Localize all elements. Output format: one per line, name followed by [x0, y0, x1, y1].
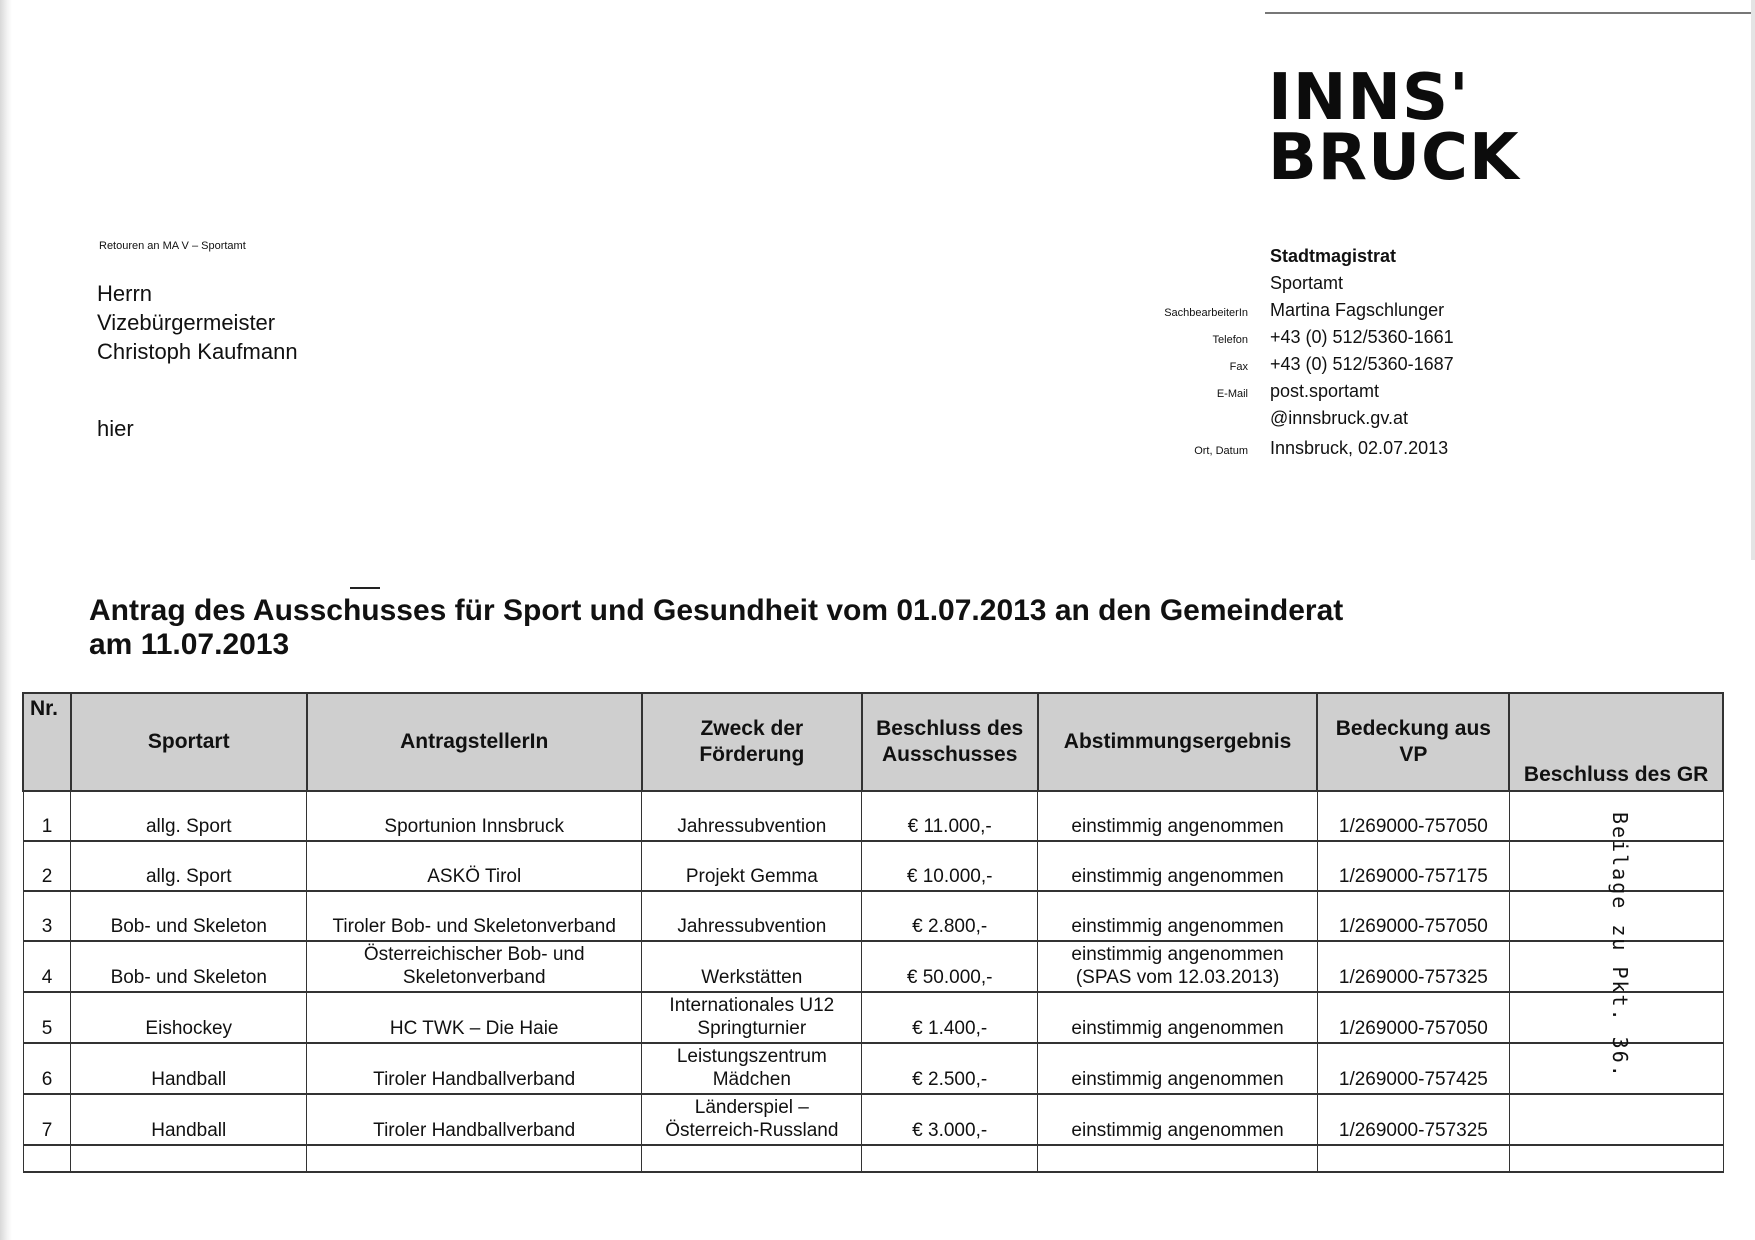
cell-antragsteller: ASKÖ Tirol	[307, 841, 642, 891]
table-row-empty	[23, 1145, 1723, 1172]
col-header-beschluss-ausschuss: Beschluss des Ausschusses	[862, 693, 1038, 791]
cell-betrag: € 10.000,-	[862, 841, 1038, 891]
scan-edge-left	[0, 0, 12, 1240]
recipient-address	[97, 279, 298, 366]
cell-bedeckung: 1/269000-757050	[1317, 992, 1509, 1043]
recipient-line: Christoph Kaufmann	[97, 339, 298, 364]
cell-betrag: € 11.000,-	[862, 791, 1038, 841]
info-label: E-Mail	[1216, 388, 1248, 400]
cell-nr: 2	[23, 841, 71, 891]
cell-bedeckung: 1/269000-757325	[1317, 941, 1509, 992]
cell-antragsteller: HC TWK – Die Haie	[307, 992, 642, 1043]
cell-betrag: € 2.800,-	[862, 891, 1038, 941]
col-header-antragsteller: AntragstellerIn	[307, 693, 642, 791]
typed-stamp-beilage: Beilage zu Pkt. 36.	[1608, 812, 1632, 1079]
info-label: Telefon	[1212, 334, 1248, 346]
col-header-bedeckung: Bedeckung aus VP	[1317, 693, 1509, 791]
col-header-beschluss-gr: Beschluss des GR	[1509, 693, 1723, 791]
cell-betrag: € 50.000,-	[862, 941, 1038, 992]
cell-betrag: € 1.400,-	[862, 992, 1038, 1043]
cell-sportart: allg. Sport	[71, 841, 307, 891]
cell-abstimmung: einstimmig angenommen	[1038, 791, 1318, 841]
recipient-line: Vizebürgermeister	[97, 310, 276, 335]
info-value: +43 (0) 512/5360-1687	[1270, 354, 1454, 374]
funding-table	[22, 692, 1724, 1173]
cell-sportart: Handball	[71, 1043, 307, 1094]
office-name: Stadtmagistrat	[1270, 246, 1397, 266]
table-header-row	[23, 693, 1723, 791]
cell-bedeckung: 1/269000-757325	[1317, 1094, 1509, 1145]
cell-antragsteller: Tiroler Handballverband	[307, 1043, 642, 1094]
recipient-hier: hier	[97, 416, 134, 441]
scan-edge-right	[1751, 0, 1755, 560]
cell-bedeckung: 1/269000-757050	[1317, 791, 1509, 841]
info-value: +43 (0) 512/5360-1661	[1270, 327, 1454, 347]
pen-mark	[350, 587, 380, 589]
cell-nr: 6	[23, 1043, 71, 1094]
cell-abstimmung: einstimmig angenommen	[1038, 891, 1318, 941]
info-label: Fax	[1229, 361, 1248, 373]
cell-zweck: Projekt Gemma	[642, 841, 862, 891]
office-dept: Sportamt	[1270, 273, 1344, 293]
table-row	[23, 891, 1723, 941]
cell-beschluss-gr	[1509, 1094, 1723, 1145]
cell-betrag: € 3.000,-	[862, 1094, 1038, 1145]
logo-line-1: INNS'	[1268, 61, 1470, 135]
cell-sportart: Bob- und Skeleton	[71, 941, 307, 992]
document-title: Antrag des Ausschusses für Sport und Gesundheit vom 01.07.2013 an den Gemeinderat am 11.07.2013	[89, 594, 1344, 661]
col-header-nr: Nr.	[23, 693, 71, 791]
table-row	[23, 941, 1723, 992]
logo-line-2: BRUCK	[1268, 121, 1520, 195]
cell-zweck: Leistungszentrum Mädchen	[642, 1043, 862, 1094]
return-address: Retouren an MA V – Sportamt	[99, 240, 246, 252]
cell-nr: 7	[23, 1094, 71, 1145]
cell-bedeckung: 1/269000-757175	[1317, 841, 1509, 891]
cell-sportart: allg. Sport	[71, 791, 307, 841]
cell-nr: 5	[23, 992, 71, 1043]
innsbruck-logo	[1268, 61, 1520, 195]
table-row	[23, 1043, 1723, 1094]
table-row	[23, 791, 1723, 841]
scan-rule-top	[1265, 12, 1755, 14]
col-header-sportart: Sportart	[71, 693, 307, 791]
cell-betrag: € 2.500,-	[862, 1043, 1038, 1094]
cell-zweck: Werkstätten	[642, 941, 862, 992]
cell-abstimmung: einstimmig angenommen	[1038, 1043, 1318, 1094]
cell-antragsteller: Österreichischer Bob- und Skeletonverband	[307, 941, 642, 992]
cell-abstimmung: einstimmig angenommen (SPAS vom 12.03.2013)	[1038, 941, 1318, 992]
cell-nr: 4	[23, 941, 71, 992]
cell-abstimmung: einstimmig angenommen	[1038, 992, 1318, 1043]
cell-antragsteller: Sportunion Innsbruck	[307, 791, 642, 841]
cell-antragsteller: Tiroler Bob- und Skeletonverband	[307, 891, 642, 941]
info-value: @innsbruck.gv.at	[1270, 408, 1408, 428]
cell-bedeckung: 1/269000-757425	[1317, 1043, 1509, 1094]
info-value: post.sportamt	[1270, 381, 1380, 401]
table-row	[23, 992, 1723, 1043]
recipient-line: Herrn	[97, 281, 153, 306]
cell-nr: 3	[23, 891, 71, 941]
cell-zweck: Jahressubvention	[642, 891, 862, 941]
info-label: SachbearbeiterIn	[1164, 307, 1248, 319]
cell-antragsteller: Tiroler Handballverband	[307, 1094, 642, 1145]
cell-bedeckung: 1/269000-757050	[1317, 891, 1509, 941]
cell-abstimmung: einstimmig angenommen	[1038, 1094, 1318, 1145]
info-label: Ort, Datum	[1194, 445, 1248, 457]
col-header-abstimmung: Abstimmungsergebnis	[1038, 693, 1318, 791]
cell-zweck: Länderspiel – Österreich-Russland	[642, 1094, 862, 1145]
info-value: Innsbruck, 02.07.2013	[1270, 438, 1449, 458]
cell-sportart: Eishockey	[71, 992, 307, 1043]
cell-abstimmung: einstimmig angenommen	[1038, 841, 1318, 891]
table-row	[23, 1094, 1723, 1145]
cell-nr: 1	[23, 791, 71, 841]
col-header-zweck: Zweck der Förderung	[642, 693, 862, 791]
info-value: Martina Fagschlunger	[1270, 300, 1445, 320]
table-row	[23, 841, 1723, 891]
cell-zweck: Jahressubvention	[642, 791, 862, 841]
cell-zweck: Internationales U12 Springturnier	[642, 992, 862, 1043]
cell-sportart: Bob- und Skeleton	[71, 891, 307, 941]
cell-sportart: Handball	[71, 1094, 307, 1145]
